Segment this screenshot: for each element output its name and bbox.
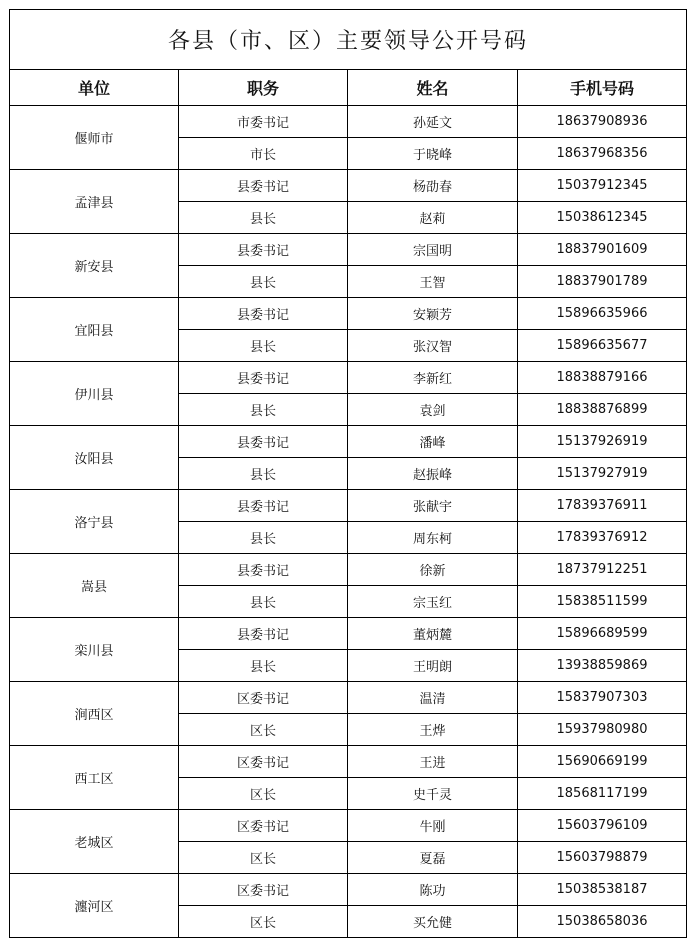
position-cell: 区委书记: [179, 746, 348, 778]
unit-cell: 新安县: [10, 234, 179, 298]
table-row: [10, 170, 687, 202]
phone-cell: 15603796109: [518, 810, 687, 842]
position-cell: 县委书记: [179, 298, 348, 330]
name-cell: 于晓峰: [348, 138, 518, 170]
position-cell: 区长: [179, 906, 348, 938]
position-cell: 县委书记: [179, 490, 348, 522]
unit-cell: 孟津县: [10, 170, 179, 234]
phone-cell: 15137927919: [518, 458, 687, 490]
position-cell: 县委书记: [179, 170, 348, 202]
phone-cell: 18568117199: [518, 778, 687, 810]
name-cell: 赵莉: [348, 202, 518, 234]
phone-cell: 15896635966: [518, 298, 687, 330]
unit-cell: 涧西区: [10, 682, 179, 746]
unit-cell: 老城区: [10, 810, 179, 874]
position-cell: 县委书记: [179, 362, 348, 394]
table-row: [10, 554, 687, 586]
table-row: [10, 810, 687, 842]
phone-cell: 18837901789: [518, 266, 687, 298]
phone-cell: 15690669199: [518, 746, 687, 778]
phone-cell: 15037912345: [518, 170, 687, 202]
position-cell: 县委书记: [179, 554, 348, 586]
phone-cell: 15896689599: [518, 618, 687, 650]
position-cell: 区委书记: [179, 874, 348, 906]
name-cell: 潘峰: [348, 426, 518, 458]
position-cell: 市长: [179, 138, 348, 170]
position-cell: 县长: [179, 330, 348, 362]
name-cell: 李新红: [348, 362, 518, 394]
position-cell: 市委书记: [179, 106, 348, 138]
table-row: [10, 618, 687, 650]
position-cell: 县长: [179, 650, 348, 682]
table-row: [10, 426, 687, 458]
header-row: [10, 70, 687, 106]
phone-cell: 13938859869: [518, 650, 687, 682]
phone-cell: 15896635677: [518, 330, 687, 362]
header-position: 职务: [179, 70, 348, 106]
unit-cell: 栾川县: [10, 618, 179, 682]
phone-cell: 15038612345: [518, 202, 687, 234]
phone-cell: 15837907303: [518, 682, 687, 714]
table-row: [10, 746, 687, 778]
phone-cell: 15038538187: [518, 874, 687, 906]
position-cell: 区长: [179, 842, 348, 874]
position-cell: 县长: [179, 202, 348, 234]
unit-cell: 宜阳县: [10, 298, 179, 362]
position-cell: 县长: [179, 266, 348, 298]
name-cell: 宗国明: [348, 234, 518, 266]
name-cell: 史千灵: [348, 778, 518, 810]
unit-cell: 伊川县: [10, 362, 179, 426]
name-cell: 周东柯: [348, 522, 518, 554]
unit-cell: 汝阳县: [10, 426, 179, 490]
title-row: [10, 10, 687, 70]
phone-cell: 15137926919: [518, 426, 687, 458]
name-cell: 董炳麓: [348, 618, 518, 650]
position-cell: 区委书记: [179, 682, 348, 714]
table-row: [10, 106, 687, 138]
name-cell: 宗玉红: [348, 586, 518, 618]
unit-cell: 嵩县: [10, 554, 179, 618]
phone-cell: 15838511599: [518, 586, 687, 618]
name-cell: 温清: [348, 682, 518, 714]
table-row: [10, 298, 687, 330]
table-row: [10, 362, 687, 394]
unit-cell: 洛宁县: [10, 490, 179, 554]
position-cell: 县长: [179, 586, 348, 618]
phone-cell: 18637968356: [518, 138, 687, 170]
phone-cell: 18838879166: [518, 362, 687, 394]
table-row: [10, 234, 687, 266]
table-row: [10, 874, 687, 906]
name-cell: 夏磊: [348, 842, 518, 874]
position-cell: 县委书记: [179, 234, 348, 266]
name-cell: 王智: [348, 266, 518, 298]
phone-cell: 17839376911: [518, 490, 687, 522]
table-row: [10, 490, 687, 522]
phone-cell: 15038658036: [518, 906, 687, 938]
name-cell: 赵振峰: [348, 458, 518, 490]
phone-cell: 18838876899: [518, 394, 687, 426]
name-cell: 孙延文: [348, 106, 518, 138]
position-cell: 区长: [179, 714, 348, 746]
phone-cell: 17839376912: [518, 522, 687, 554]
phone-cell: 18637908936: [518, 106, 687, 138]
header-unit: 单位: [10, 70, 179, 106]
name-cell: 安颖芳: [348, 298, 518, 330]
phone-cell: 18837901609: [518, 234, 687, 266]
table-title: 各县（市、区）主要领导公开号码: [10, 10, 687, 70]
name-cell: 袁剑: [348, 394, 518, 426]
unit-cell: 瀍河区: [10, 874, 179, 938]
name-cell: 徐新: [348, 554, 518, 586]
header-name: 姓名: [348, 70, 518, 106]
position-cell: 区长: [179, 778, 348, 810]
unit-cell: 偃师市: [10, 106, 179, 170]
position-cell: 区委书记: [179, 810, 348, 842]
name-cell: 张献宇: [348, 490, 518, 522]
position-cell: 县长: [179, 458, 348, 490]
name-cell: 陈功: [348, 874, 518, 906]
phone-cell: 15937980980: [518, 714, 687, 746]
position-cell: 县长: [179, 522, 348, 554]
header-phone: 手机号码: [518, 70, 687, 106]
phone-cell: 18737912251: [518, 554, 687, 586]
name-cell: 牛刚: [348, 810, 518, 842]
unit-cell: 西工区: [10, 746, 179, 810]
position-cell: 县长: [179, 394, 348, 426]
position-cell: 县委书记: [179, 618, 348, 650]
name-cell: 王进: [348, 746, 518, 778]
phone-cell: 15603798879: [518, 842, 687, 874]
leaders-contact-table: [9, 9, 687, 938]
name-cell: 杨劭春: [348, 170, 518, 202]
name-cell: 王明朗: [348, 650, 518, 682]
name-cell: 张汉智: [348, 330, 518, 362]
position-cell: 县委书记: [179, 426, 348, 458]
table-row: [10, 682, 687, 714]
name-cell: 买允健: [348, 906, 518, 938]
name-cell: 王烨: [348, 714, 518, 746]
